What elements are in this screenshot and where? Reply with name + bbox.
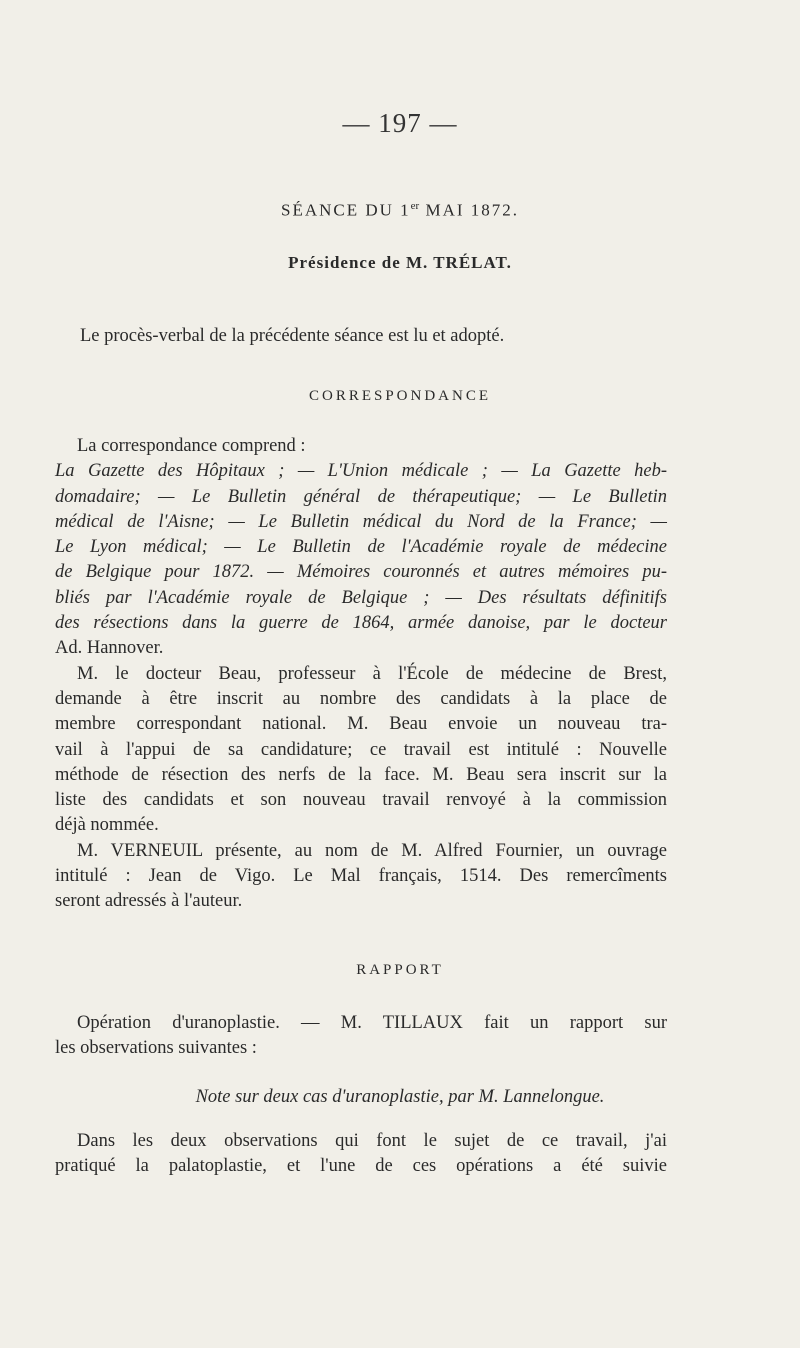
text-line: bliés par l'Académie royale de Belgique ; — Des résultats définitifs bbox=[55, 587, 667, 608]
seance-prefix: SÉANCE DU 1 bbox=[280, 200, 411, 220]
text-line: La correspondance comprend : bbox=[77, 436, 306, 456]
seance-sup: er bbox=[410, 200, 420, 212]
presidence-heading: Présidence de M. TRÉLAT. bbox=[288, 253, 512, 272]
text-line: M. le docteur Beau, professeur à l'École de médecine de Brest, bbox=[77, 663, 667, 684]
text-line: demande à être inscrit au nombre des candidats à la place de bbox=[55, 688, 667, 709]
text-line: seront adressés à l'auteur. bbox=[55, 891, 243, 912]
text-line: Le Lyon médical; — Le Bulletin de l'Académie royale de médecine bbox=[55, 537, 667, 558]
text-line: domadaire; — Le Bulletin général de thérapeutique; — Le Bulletin bbox=[55, 486, 667, 507]
rapport-heading: RAPPORT bbox=[356, 962, 444, 978]
text-line: les observations suivantes : bbox=[55, 1038, 257, 1059]
text-line: Opération d'uranoplastie. — M. TILLAUX fait un rapport sur bbox=[77, 1013, 667, 1033]
correspondance-body bbox=[55, 434, 667, 915]
text-line: M. VERNEUIL présente, au nom de M. Alfred Fournier, un ouvrage bbox=[77, 840, 667, 861]
text-line: pratiqué la palatoplastie, et l'une de ces opérations a été suivie bbox=[55, 1156, 667, 1177]
text-line: déjà nommée. bbox=[55, 815, 159, 836]
text-line: La Gazette des Hôpitaux ; — L'Union médicale ; — La Gazette heb- bbox=[55, 461, 667, 482]
text-line: des résections dans la guerre de 1864, armée danoise, par le docteur bbox=[55, 613, 667, 634]
rapport-body bbox=[55, 1011, 667, 1062]
text-line: médical de l'Aisne; — Le Bulletin médical du Nord de la France; — bbox=[55, 511, 667, 532]
text-line: membre correspondant national. M. Beau envoie un nouveau tra- bbox=[55, 714, 667, 735]
correspondance-heading: CORRESPONDANCE bbox=[308, 388, 492, 404]
seance-suffix: MAI 1872. bbox=[419, 200, 520, 220]
text-line: méthode de résection des nerfs de la face. M. Beau sera inscrit sur la bbox=[55, 764, 667, 785]
text-line: de Belgique pour 1872. — Mémoires couronnés et autres mémoires pu- bbox=[55, 562, 667, 583]
text-line: vail à l'appui de sa candidature; ce travail est intitulé : Nouvelle bbox=[55, 739, 667, 760]
page-number: — 197 — bbox=[342, 108, 458, 138]
seance-heading bbox=[0, 200, 800, 221]
note-body bbox=[55, 1129, 667, 1180]
note-title: Note sur deux cas d'uranoplastie, par M. Lannelongue. bbox=[195, 1087, 605, 1107]
text-line: intitulé : Jean de Vigo. Le Mal français, 1514. Des remercîments bbox=[55, 866, 667, 887]
text-line: liste des candidats et son nouveau travail renvoyé à la commission bbox=[55, 790, 667, 811]
proces-verbal: Le procès-verbal de la précédente séance est lu et adopté. bbox=[80, 326, 505, 346]
text-line: Dans les deux observations qui font le sujet de ce travail, j'ai bbox=[77, 1131, 667, 1151]
text-line: Ad. Hannover. bbox=[55, 638, 164, 659]
